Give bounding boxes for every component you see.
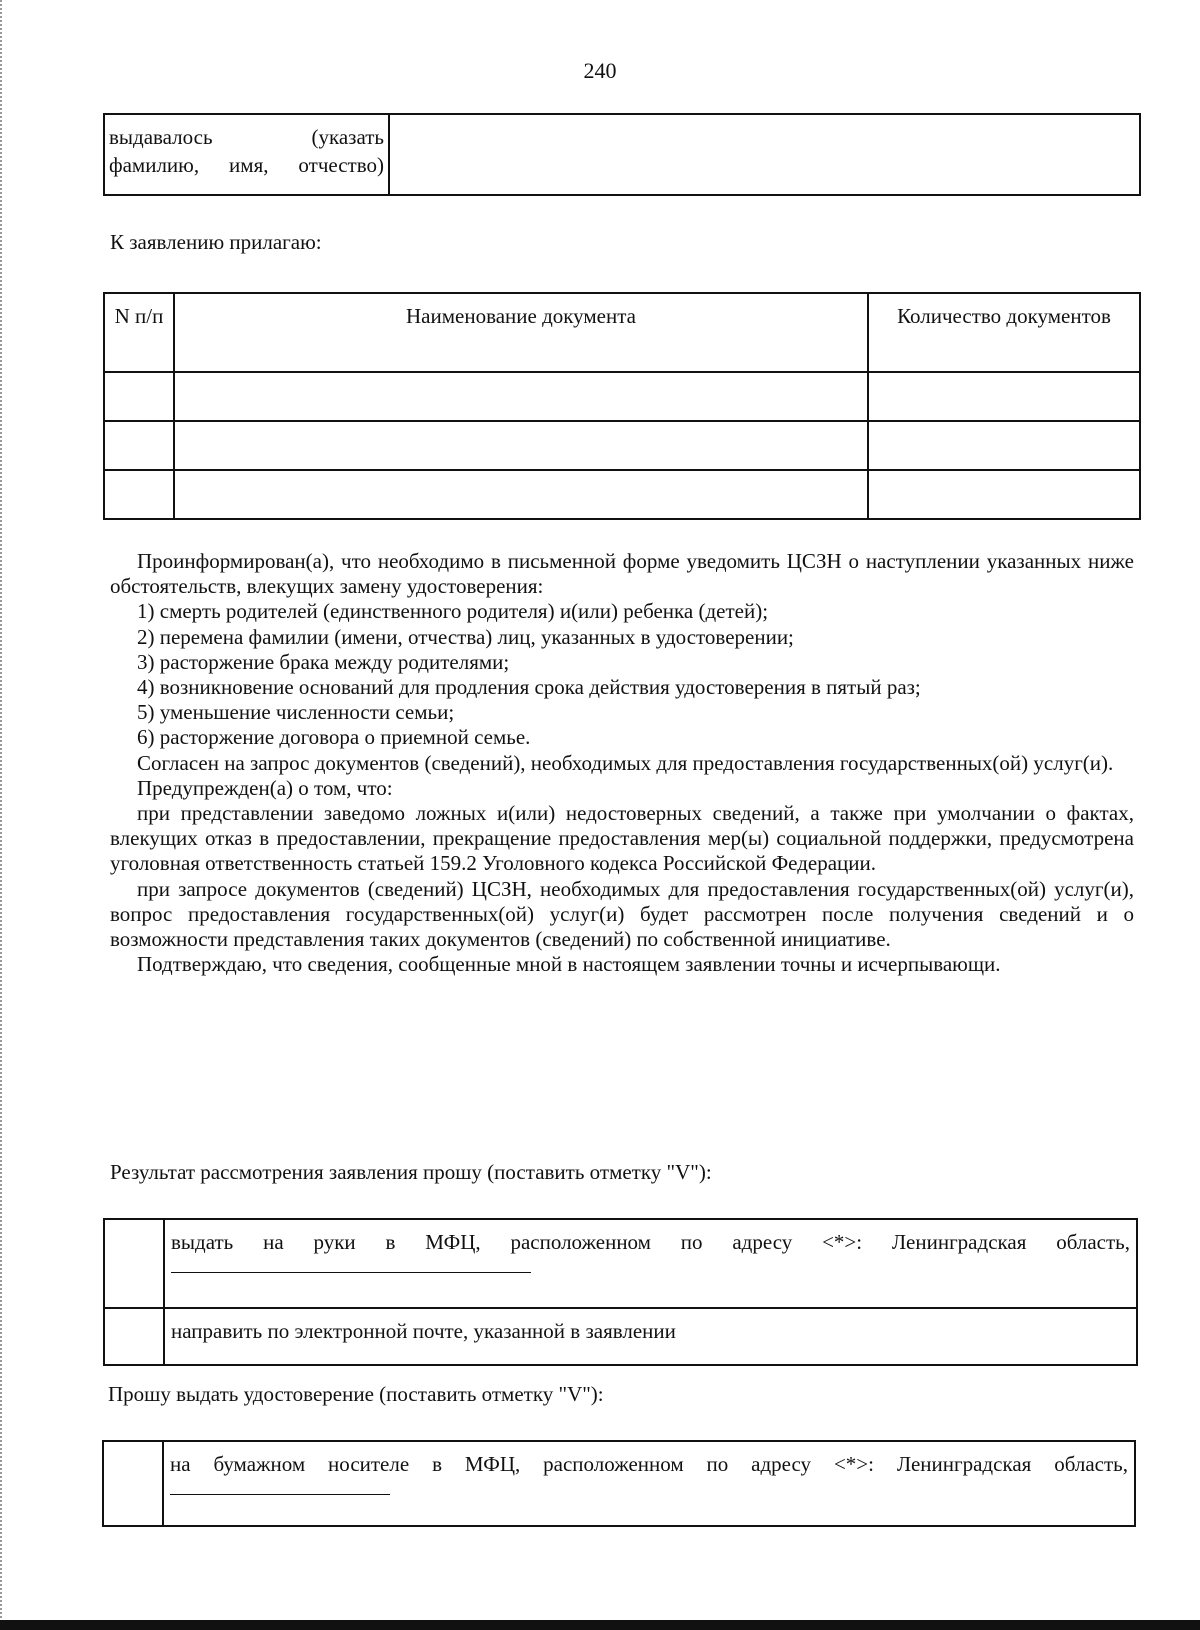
cell-number[interactable] [104, 421, 174, 470]
confirmation-paragraph: Подтверждаю, что сведения, сообщенные мной в настоящем заявлении точны и исчерпывающи. [137, 952, 1001, 977]
mfc-pickup-label: выдать на руки в МФЦ, расположенном по адресу <*>: Ленинградская область, [171, 1230, 1130, 1254]
issue-method-heading: Прошу выдать удостоверение (поставить отметку "V"): [108, 1382, 604, 1406]
mfc-pickup-option [164, 1219, 1137, 1308]
cell-document-name[interactable] [174, 470, 868, 519]
email-option-label: направить по электронной почте, указанной в заявлении [164, 1308, 1137, 1365]
table-row [104, 1308, 1137, 1365]
address-blank-line[interactable] [171, 1256, 531, 1273]
warning-heading: Предупрежден(а) о том, что: [137, 775, 393, 800]
result-method-heading: Результат рассмотрения заявления прошу (поставить отметку "V"): [110, 1160, 712, 1184]
table-row [103, 1441, 1135, 1526]
cell-number[interactable] [104, 470, 174, 519]
attachments-table [103, 292, 1141, 520]
email-checkbox[interactable] [104, 1308, 164, 1365]
list-item: 4) возникновение оснований для продления срока действия удостоверения в пятый раз; [137, 675, 921, 700]
list-item: 2) перемена фамилии (имени, отчества) лиц, указанных в удостоверении; [137, 624, 794, 649]
declaration-text [110, 549, 1134, 977]
header-document-count: Количество документов [868, 293, 1140, 372]
mfc-pickup-checkbox[interactable] [104, 1219, 164, 1308]
cell-document-name[interactable] [174, 372, 868, 421]
address-blank-line[interactable] [170, 1478, 390, 1495]
issued-to-value-field[interactable] [389, 114, 1140, 195]
list-item: 1) смерть родителей (единственного родителя) и(или) ребенка (детей); [137, 599, 769, 624]
scan-bottom-edge [0, 1620, 1200, 1630]
attachments-heading: К заявлению прилагаю: [110, 230, 322, 254]
paper-issue-checkbox[interactable] [103, 1441, 163, 1526]
table-row [104, 372, 1140, 421]
cell-document-count[interactable] [868, 421, 1140, 470]
header-document-name: Наименование документа [174, 293, 868, 372]
cell-document-count[interactable] [868, 372, 1140, 421]
table-row [104, 421, 1140, 470]
table-header-row [104, 293, 1140, 372]
paper-issue-label: на бумажном носителе в МФЦ, расположенном по адресу <*>: Ленинградская область, [170, 1452, 1128, 1476]
result-method-table [103, 1218, 1138, 1366]
list-item: 5) уменьшение численности семьи; [137, 700, 455, 725]
cell-number[interactable] [104, 372, 174, 421]
header-number: N п/п [104, 293, 174, 372]
table-row [104, 470, 1140, 519]
cell-document-name[interactable] [174, 421, 868, 470]
liability-paragraph: при представлении заведомо ложных и(или) недостоверных сведений, а также при умолчании о фактах, влекущих отказ в предоставлении, прекращение предоставления мер(ы) социальной поддержки, предусмотрена уголовная ответственность статьей 159.2 Уголовного кодекса Российской Федерации. [110, 801, 1134, 876]
list-item: 3) расторжение брака между родителями; [137, 649, 510, 674]
paper-issue-option [163, 1441, 1135, 1526]
consent-paragraph: Согласен на запрос документов (сведений), необходимых для предоставления государственных(ой) услуг(и). [137, 750, 1114, 775]
cell-document-count[interactable] [868, 470, 1140, 519]
notice-paragraph: Проинформирован(а), что необходимо в письменной форме уведомить ЦСЗН о наступлении указанных ниже обстоятельств, влекущих замену удостоверения: [110, 549, 1134, 599]
issue-method-table [102, 1440, 1136, 1527]
issued-to-table [103, 113, 1141, 196]
page-number: 240 [583, 58, 617, 83]
issued-to-label: выдавалось (указать фамилию, имя, отчество) [104, 114, 389, 195]
list-item: 6) расторжение договора о приемной семье. [137, 725, 531, 750]
request-paragraph: при запросе документов (сведений) ЦСЗН, необходимых для предоставления государственных(ой) услуг(и), вопрос предоставления государственных(ой) услуг(и) будет рассмотрен после получения сведений и о возможности представления таких документов (сведений) по собственной инициативе. [110, 876, 1134, 952]
scan-left-edge [0, 0, 5, 1630]
table-row [104, 1219, 1137, 1308]
